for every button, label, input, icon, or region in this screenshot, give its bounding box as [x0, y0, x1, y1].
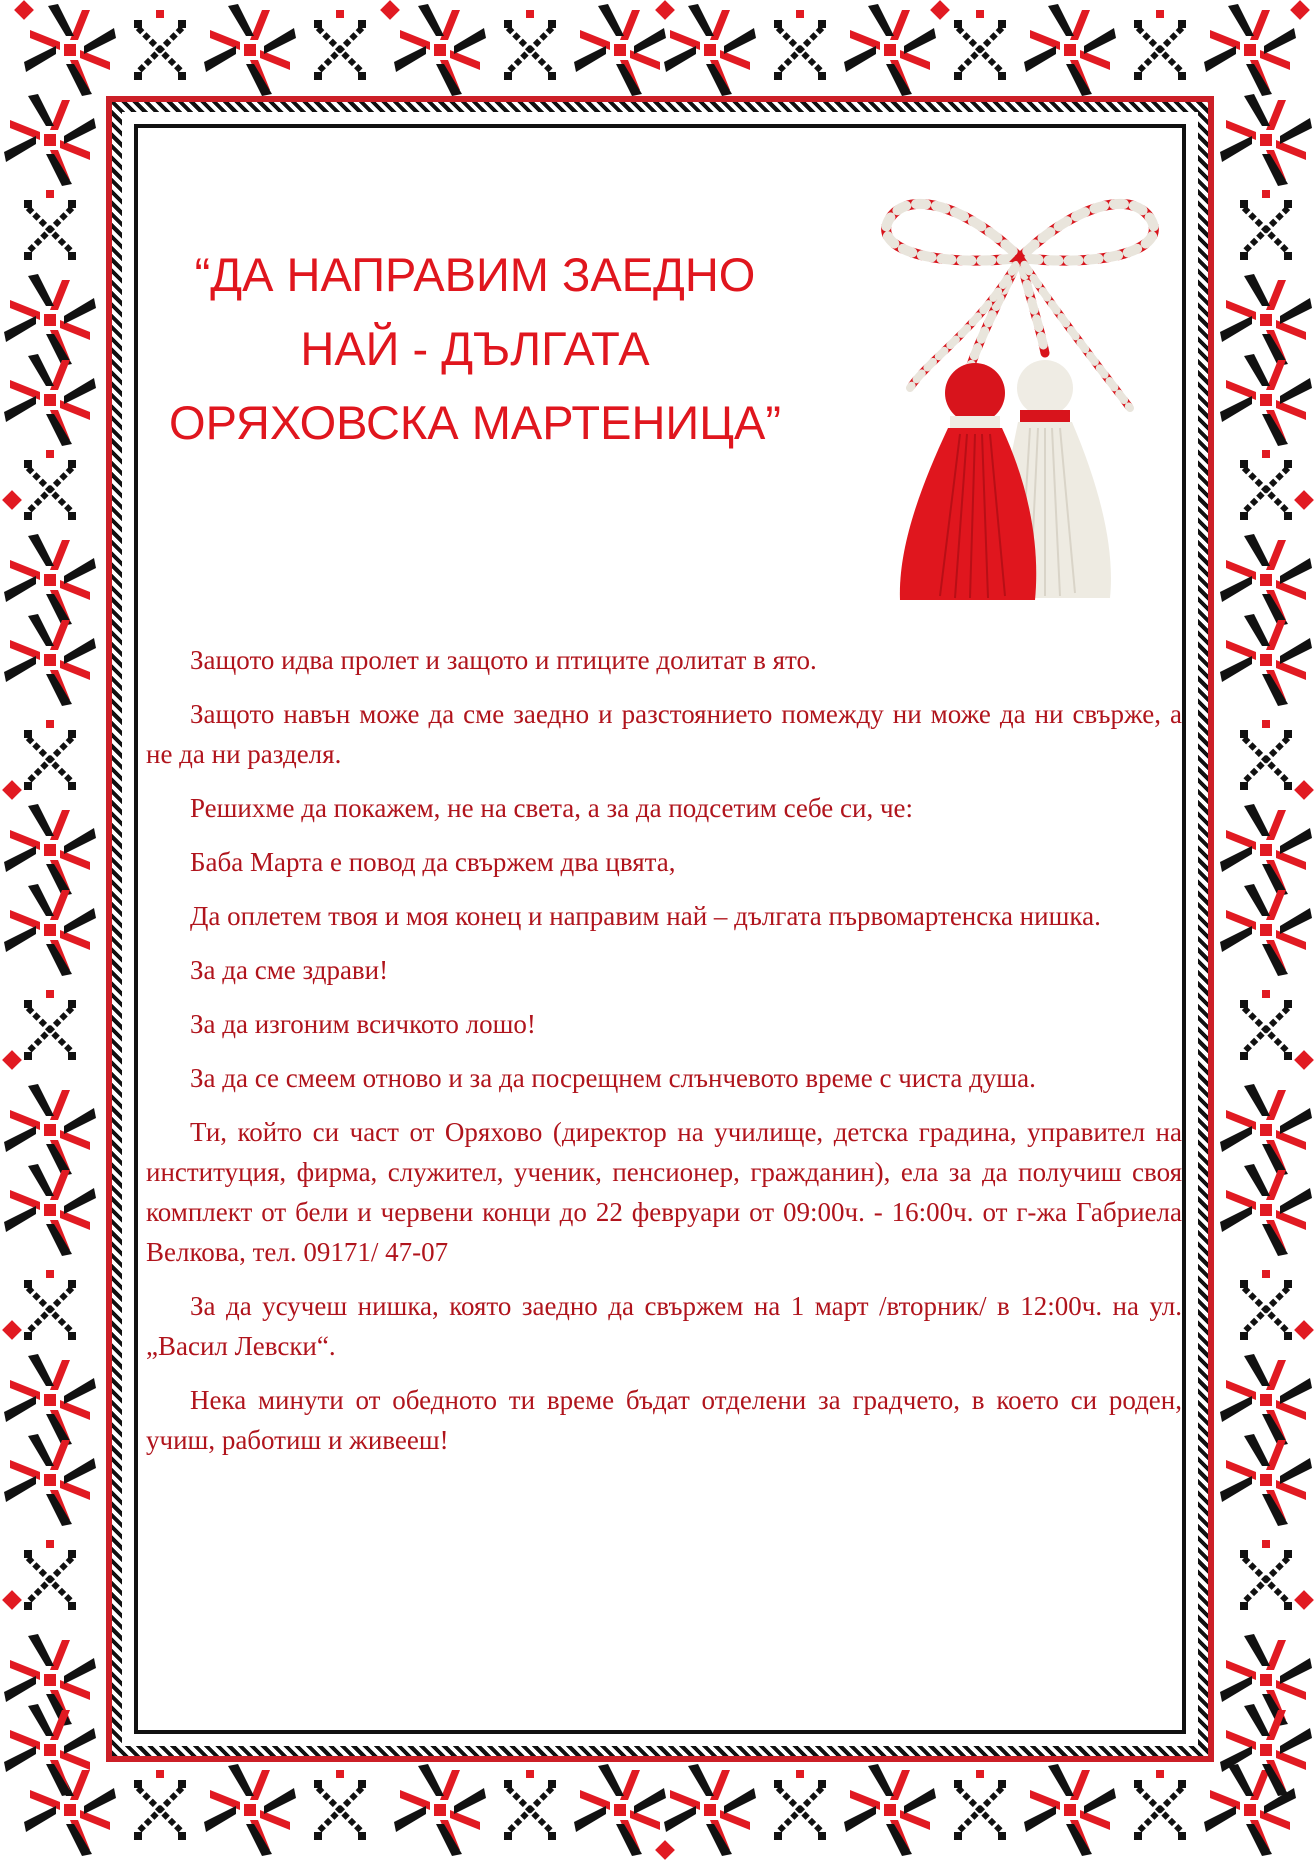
- title-line-3: ОРЯХОВСКА МАРТЕНИЦА”: [169, 396, 781, 449]
- paragraph-10: За да усучеш нишка, която заедно да свържем на 1 март /вторник/ в 12:00ч. на ул. „Васил Левски“.: [146, 1291, 1182, 1361]
- martenitsa-icon: [870, 188, 1170, 608]
- paragraph-11: Нека минути от обедното ти време бъдат отделени за градчето, в което си роден, учиш, работиш и живееш!: [146, 1385, 1182, 1455]
- paragraph-6: За да сме здрави!: [190, 955, 389, 985]
- paragraph-7: За да изгоним всичкото лошо!: [190, 1009, 536, 1039]
- paragraph-2: Защото навън може да сме заедно и разстоянието помежду ни може да ни свърже, а не да ни разделя.: [146, 699, 1182, 769]
- paragraph-4: Баба Марта е повод да свържем два цвята,: [190, 847, 676, 877]
- page-title: [150, 238, 800, 460]
- paragraph-1: Защото идва пролет и защото и птиците долитат в ято.: [190, 645, 817, 675]
- paragraph-5: Да оплетем твоя и моя конец и направим най – дългата първомартенска нишка.: [190, 901, 1101, 931]
- paragraph-3: Решихме да покажем, не на света, а за да подсетим себе си, че:: [190, 793, 914, 823]
- flyer-body: [146, 640, 1182, 1460]
- paragraph-9: Ти, който си част от Оряхово (директор на училище, детска градина, управител на институция, фирма, служител, ученик, пенсионер, гражданин), ела за да получиш своя комплект от бели и червени конци до 22 февруари от 09:00ч. - 16:00ч. от г-жа Габриела Велкова, тел. 09171/ 47-07: [146, 1117, 1182, 1267]
- title-line-2: НАЙ - ДЪЛГАТА: [300, 322, 650, 375]
- paragraph-8: За да се смеем отново и за да посрещнем слънчевото време с чиста душа.: [190, 1063, 1036, 1093]
- title-line-1: “ДА НАПРАВИМ ЗАЕДНО: [194, 248, 756, 301]
